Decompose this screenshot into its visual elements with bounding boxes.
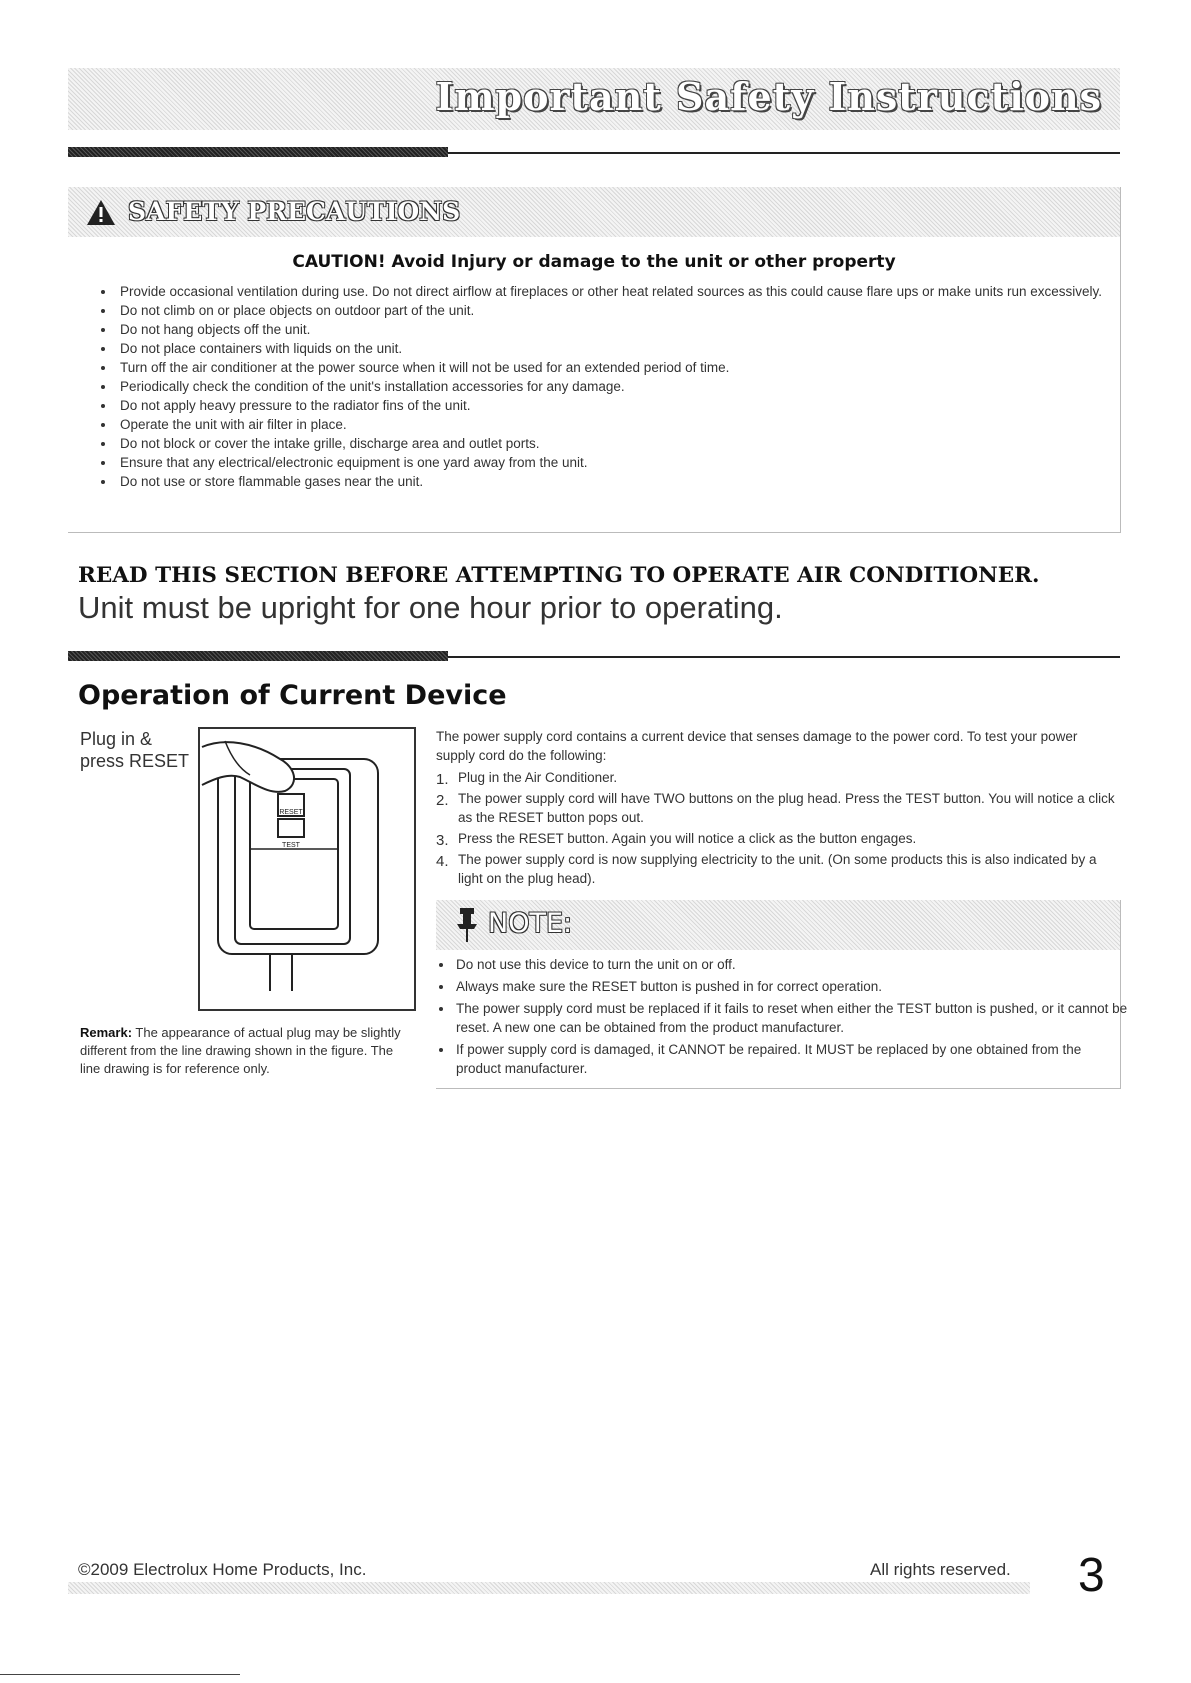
list-item: • Do not apply heavy pressure to the radiator fins of the unit. <box>116 396 1126 415</box>
list-item: • Periodically check the condition of the unit's installation accessories for any damage. <box>116 377 1126 396</box>
bottom-edge-line <box>0 1674 240 1675</box>
safety-header <box>68 187 1120 237</box>
plug-drawing <box>200 729 414 1009</box>
plug-instruction-label: Plug in & press RESET <box>80 729 190 771</box>
list-item: • Always make sure the RESET button is pushed in for correct operation. <box>454 977 1129 996</box>
list-item <box>436 789 1116 827</box>
step-number: 3. <box>436 832 449 849</box>
title-banner <box>68 68 1120 130</box>
test-button-label: TEST <box>282 842 300 849</box>
list-item: • Do not climb on or place objects on outdoor part of the unit. <box>116 301 1126 320</box>
remark-text <box>80 1024 410 1078</box>
footer-band <box>68 1582 1030 1594</box>
reset-button-label: RESET <box>279 809 303 816</box>
step-text: The power supply cord is now supplying electricity to the unit. (On some products this is also indicated by a light on the plug head). <box>458 852 1097 886</box>
list-item: • Do not use this device to turn the unit on or off. <box>454 955 1129 974</box>
upright-note: Unit must be upright for one hour prior to operating. <box>78 590 783 625</box>
note-list <box>436 955 1129 1081</box>
list-item <box>436 850 1116 888</box>
list-item: • Do not hang objects off the unit. <box>116 320 1126 339</box>
list-item: • Do not block or cover the intake grille, discharge area and outlet ports. <box>116 434 1126 453</box>
step-text: Plug in the Air Conditioner. <box>458 770 618 785</box>
list-item: • Ensure that any electrical/electronic equipment is one yard away from the unit. <box>116 453 1126 472</box>
step-number: 2. <box>436 792 449 809</box>
caution-line: CAUTION! Avoid Injury or damage to the unit or other property <box>292 252 896 272</box>
list-item: • If power supply cord is damaged, it CANNOT be repaired. It MUST be replaced by one obtained from the product manufacturer. <box>454 1040 1129 1078</box>
safety-precautions-section <box>68 187 1121 533</box>
operation-heading: Operation of Current Device <box>78 680 507 711</box>
list-item <box>436 829 1116 848</box>
read-section-heading: READ THIS SECTION BEFORE ATTEMPTING TO OPERATE AIR CONDITIONER. <box>78 563 1040 588</box>
step-number: 4. <box>436 853 449 870</box>
list-item: • Provide occasional ventilation during use. Do not direct airflow at fireplaces or other heat related sources as this could cause flare ups or make units run excessively. <box>116 282 1126 301</box>
list-item: • Turn off the air conditioner at the power source when it will not be used for an extended period of time. <box>116 358 1126 377</box>
operation-intro: The power supply cord contains a current device that senses damage to the power cord. To test your power supply cord do the following: <box>436 729 1078 763</box>
page-title: Important Safety Instructions <box>435 74 1102 119</box>
safety-list <box>98 282 1126 491</box>
page-number: 3 <box>1078 1549 1105 1602</box>
list-item: • The power supply cord must be replaced if it fails to reset when either the TEST button is pushed, or it cannot be reset. A new one can be obtained from the product manufacturer. <box>454 999 1129 1037</box>
rights-text: All rights reserved. <box>870 1560 1011 1579</box>
list-item <box>436 768 1116 787</box>
list-item: • Do not use or store flammable gases near the unit. <box>116 472 1126 491</box>
plug-illustration <box>198 727 416 1011</box>
operation-steps <box>436 768 1116 890</box>
note-section <box>436 900 1128 1089</box>
note-header <box>436 900 1120 950</box>
remark-body: The appearance of actual plug may be slightly different from the line drawing shown in the figure. The line drawing is for reference only. <box>80 1025 401 1076</box>
pushpin-icon <box>454 906 480 944</box>
list-item: • Do not place containers with liquids on the unit. <box>116 339 1126 358</box>
step-number: 1. <box>436 771 449 788</box>
safety-heading: SAFETY PRECAUTIONS <box>128 197 461 226</box>
remark-label: Remark: <box>80 1025 133 1040</box>
divider-accent <box>68 147 448 157</box>
step-text: Press the RESET button. Again you will notice a click as the button engages. <box>458 831 917 846</box>
note-heading: NOTE: <box>488 908 573 939</box>
divider-accent <box>68 651 448 661</box>
copyright-text: ©2009 Electrolux Home Products, Inc. <box>78 1560 367 1579</box>
warning-icon <box>86 199 116 226</box>
list-item: • Operate the unit with air filter in place. <box>116 415 1126 434</box>
step-text: The power supply cord will have TWO buttons on the plug head. Press the TEST button. You will notice a click as the RESET button pops out. <box>458 791 1115 825</box>
